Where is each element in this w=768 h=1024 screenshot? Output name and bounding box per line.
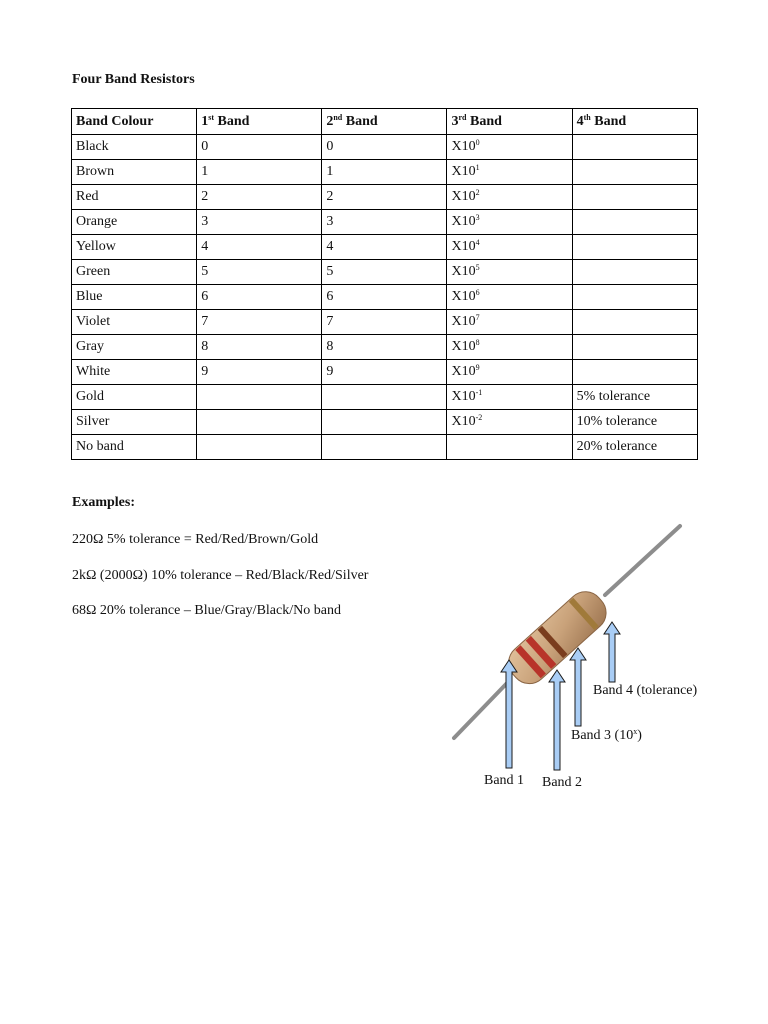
table-row [72,160,698,185]
cell-colour: Brown [72,160,197,185]
cell-band-4: 20% tolerance [572,435,697,460]
cell-colour: Black [72,135,197,160]
cell-band-1: 9 [197,360,322,385]
cell-band-2: 0 [322,135,447,160]
resistor-illustration [450,520,710,800]
table-row [72,135,698,160]
cell-band-1: 2 [197,185,322,210]
cell-band-2 [322,385,447,410]
cell-band-1: 8 [197,335,322,360]
cell-band-2: 5 [322,260,447,285]
cell-band-1: 1 [197,160,322,185]
cell-band-4: 10% tolerance [572,410,697,435]
table-row [72,310,698,335]
cell-band-1: 5 [197,260,322,285]
cell-band-4: 5% tolerance [572,385,697,410]
cell-band-3: $X10^{-2}$ [447,410,572,435]
header-band-colour: Band Colour [72,109,197,135]
cell-band-1: 7 [197,310,322,335]
cell-band-1: 3 [197,210,322,235]
cell-band-3: $X10^7$ [447,310,572,335]
cell-colour: Blue [72,285,197,310]
cell-band-1 [197,385,322,410]
cell-band-1: 0 [197,135,322,160]
cell-band-4 [572,135,697,160]
cell-band-2: 4 [322,235,447,260]
arrow-band-4 [604,622,620,682]
cell-band-2 [322,435,447,460]
table-row [72,285,698,310]
cell-band-2: 3 [322,210,447,235]
cell-band-4 [572,160,697,185]
cell-band-3: $X10^1$ [447,160,572,185]
cell-colour: Red [72,185,197,210]
cell-band-4 [572,285,697,310]
cell-colour: Gold [72,385,197,410]
header-band-1: 1st Band [197,109,322,135]
cell-band-4 [572,335,697,360]
page-title: Four Band Resistors [72,72,195,87]
table-row [72,260,698,285]
band-1-label: Band 1 [484,773,525,788]
cell-band-3: $X10^4$ [447,235,572,260]
cell-band-4 [572,310,697,335]
band-2-label: Band 2 [542,775,583,790]
table-row [72,235,698,260]
cell-band-4 [572,185,697,210]
cell-band-3: $X10^6$ [447,285,572,310]
table-row [72,185,698,210]
band-3-label: Band 3 (10$^x$) [571,727,642,743]
cell-band-1: 4 [197,235,322,260]
resistor-lead-bottom [454,680,510,738]
example-line: 68Ω 20% tolerance – Blue/Gray/Black/No band [72,603,341,618]
resistor-lead-top [605,526,680,595]
table-row [72,210,698,235]
table-row [72,385,698,410]
cell-band-4 [572,210,697,235]
cell-band-3: $X10^8$ [447,335,572,360]
cell-band-2 [322,410,447,435]
header-band-3: 3rd Band [447,109,572,135]
cell-colour: White [72,360,197,385]
examples-heading: Examples: [72,495,135,510]
cell-band-3: $X10^2$ [447,185,572,210]
resistor-band-table [71,108,698,460]
cell-band-4 [572,360,697,385]
header-band-4: 4th Band [572,109,697,135]
cell-band-3: $X10^3$ [447,210,572,235]
cell-colour: Yellow [72,235,197,260]
table-header-row [72,109,698,135]
cell-band-2: 2 [322,185,447,210]
cell-colour: Orange [72,210,197,235]
cell-band-2: 6 [322,285,447,310]
cell-band-3: $X10^0$ [447,135,572,160]
arrow-band-2 [549,670,565,770]
example-line: 2kΩ (2000Ω) 10% tolerance – Red/Black/Red/Silver [72,568,369,583]
cell-band-2: 7 [322,310,447,335]
header-band-2: 2nd Band [322,109,447,135]
table-row [72,335,698,360]
cell-band-3 [447,435,572,460]
cell-colour: Violet [72,310,197,335]
cell-band-4 [572,260,697,285]
arrow-band-3 [570,648,586,726]
cell-band-2: 9 [322,360,447,385]
cell-band-1 [197,435,322,460]
cell-colour: No band [72,435,197,460]
cell-band-1: 6 [197,285,322,310]
cell-band-2: 1 [322,160,447,185]
cell-band-2: 8 [322,335,447,360]
resistor-figure [450,520,710,800]
cell-band-1 [197,410,322,435]
band-4-label: Band 4 (tolerance) [593,683,698,698]
table-body [72,135,698,460]
table-row [72,410,698,435]
cell-band-3: $X10^9$ [447,360,572,385]
cell-band-3: $X10^5$ [447,260,572,285]
table-row [72,360,698,385]
cell-band-3: $X10^{-1}$ [447,385,572,410]
cell-band-4 [572,235,697,260]
table-row [72,435,698,460]
example-line: 220Ω 5% tolerance = Red/Red/Brown/Gold [72,532,319,547]
cell-colour: Green [72,260,197,285]
cell-colour: Silver [72,410,197,435]
cell-colour: Gray [72,335,197,360]
